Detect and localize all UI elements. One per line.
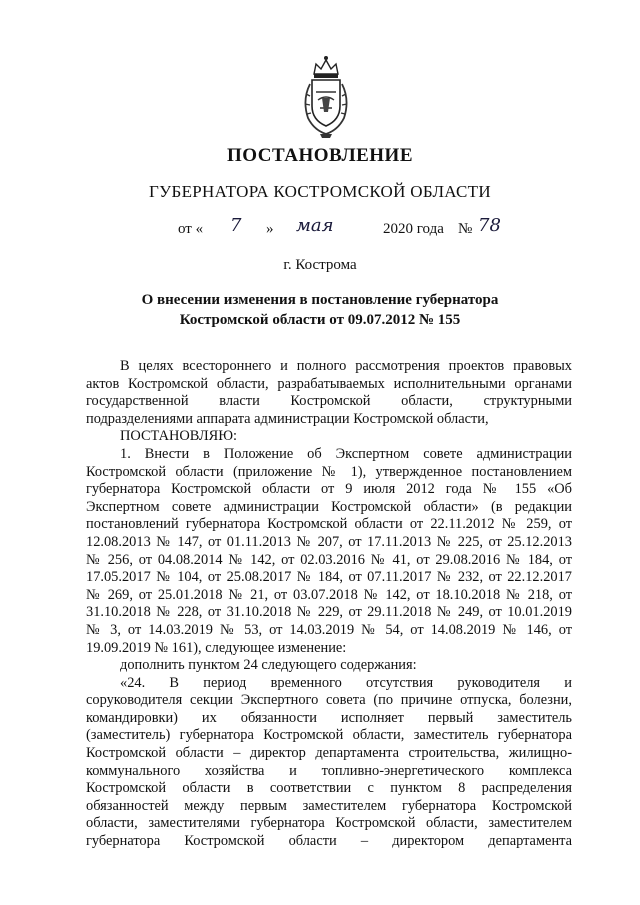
date-close-quote: » xyxy=(266,221,274,237)
body-line: губернатора Костромской области – директором департамента xyxy=(86,833,572,850)
body-line: 31.10.2018 № 228, от 31.10.2018 № 229, от 29.11.2018 № 249, от 10.01.2019 xyxy=(86,604,572,621)
issuer-subtitle: ГУБЕРНАТОРА КОСТРОМСКОЙ ОБЛАСТИ xyxy=(149,182,491,201)
body-line: дополнить пунктом 24 следующего содержания: xyxy=(120,657,417,674)
body-line: 1. Внести в Положение об Экспертном совете администрации xyxy=(120,445,572,462)
body-line: Костромской области (приложение № 1), утвержденное постановлением xyxy=(86,463,572,480)
body-line: актов Костромской области, разрабатываемых исполнительными органами xyxy=(86,375,572,392)
handwritten-day: 7 xyxy=(230,215,242,236)
body-line: командировки) их обязанности исполняет первый заместитель xyxy=(86,709,572,726)
document-subject xyxy=(0,290,640,330)
city-line: г. Кострома xyxy=(283,257,357,273)
body-line: В целях всестороннего и полного рассмотрения проектов правовых xyxy=(120,358,572,374)
body-line: 17.05.2017 № 104, от 25.08.2017 № 184, от 07.11.2017 № 232, от 22.12.2017 xyxy=(86,569,572,586)
body-line: (заместитель) губернатора Костромской области, заместитель губернатора xyxy=(86,727,572,744)
coat-of-arms-emblem-icon xyxy=(300,54,352,140)
body-line: области, заместителями губернатора Костромской области, заместителем xyxy=(86,815,572,832)
body-line: «24. В период временного отсутствия руководителя и xyxy=(120,674,572,691)
body-line: коммунального хозяйства и топливно-энергетического комплекса xyxy=(86,762,572,779)
document-title: ПОСТАНОВЛЕНИЕ xyxy=(226,145,414,166)
subject-line-1: О внесении изменения в постановление губернатора xyxy=(141,292,499,308)
body-line: № 256, от 04.08.2014 № 142, от 02.03.2016 № 41, от 29.08.2016 № 184, от xyxy=(86,551,572,568)
body-line: губернатора Костромской области от 9 июля 2012 года № 155 «Об xyxy=(86,481,572,498)
body-line: Костромской области в соответствии с пунктом 8 распределения xyxy=(86,780,572,797)
body-line: 12.08.2013 № 147, от 01.11.2013 № 207, от 17.11.2013 № 225, от 25.12.2013 xyxy=(86,533,572,550)
subject-line-2: Костромской области от 09.07.2012 № 155 xyxy=(179,312,461,328)
body-line: 19.09.2019 № 161), следующее изменение: xyxy=(86,639,347,656)
body-line: № 269, от 25.01.2018 № 21, от 03.07.2018 № 142, от 18.10.2018 № 218, от xyxy=(86,586,572,603)
body-line: № 3, от 14.03.2019 № 53, от 14.03.2019 № 54, от 14.08.2019 № 146, от xyxy=(86,621,572,638)
body-line: ПОСТАНОВЛЯЮ: xyxy=(120,428,238,445)
handwritten-number: 78 xyxy=(478,215,501,236)
number-sign: № xyxy=(458,221,473,237)
body-line: соруководителя секции Экспертного совета (по причине отпуска, болезни, xyxy=(86,692,572,709)
body-line: государственной власти Костромской области, структурными xyxy=(86,393,572,410)
date-prefix: от « xyxy=(178,221,204,237)
date-number-line xyxy=(178,215,518,247)
body-line: Костромской области – директор департамента строительства, жилищно- xyxy=(86,745,572,762)
body-line: постановлений губернатора Костромской области от 22.11.2012 № 259, от xyxy=(86,516,572,533)
body-line: подразделениями аппарата администрации Костромской области, xyxy=(86,410,489,427)
date-year: 2020 года xyxy=(383,221,444,237)
document-body xyxy=(86,358,572,851)
body-line: Экспертном совете администрации Костромской области» (в редакции xyxy=(86,498,572,515)
handwritten-month: мая xyxy=(296,215,334,236)
body-line: обязанностей между первым заместителем губернатора Костромской xyxy=(86,797,572,814)
